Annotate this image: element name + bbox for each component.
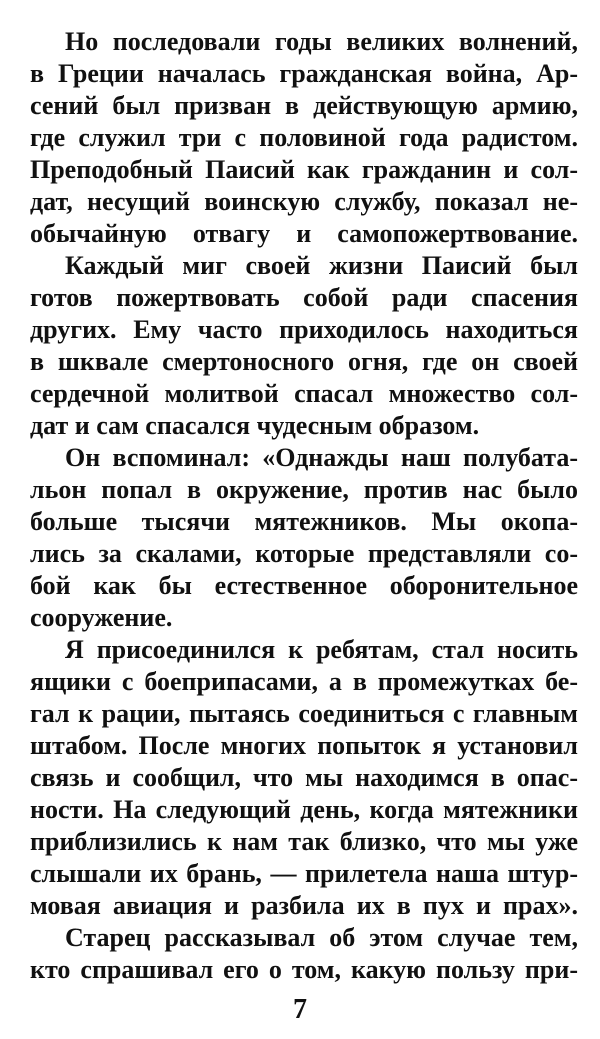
text-line: сердечной молитвой спасал множество сол- xyxy=(30,379,578,408)
text-line: кто спрашивал его о том, какую пользу при- xyxy=(30,955,578,984)
text-line: дат и сам спасался чудесным образом. xyxy=(30,411,480,440)
text-line: больше тысячи мятежников. Мы окопа- xyxy=(30,507,578,536)
text-line: в Греции началась гражданская война, Ар- xyxy=(30,59,578,88)
text-line: готов пожертвовать собой ради спасения xyxy=(30,283,578,312)
text-line: штабом. После многих попыток я установил xyxy=(30,731,578,760)
text-line: приблизились к нам так близко, что мы уже xyxy=(30,827,578,856)
text-line: дат, несущий воинскую службу, показал не- xyxy=(30,187,578,216)
paragraph xyxy=(30,26,578,250)
page-number: 7 xyxy=(293,994,307,1025)
text-line: Преподобный Паисий как гражданин и сол- xyxy=(30,155,578,184)
text-line: сений был призван в действующую армию, xyxy=(30,91,578,120)
text-line: бой как бы естественное оборонительное xyxy=(30,571,578,600)
text-line: сооружение. xyxy=(30,603,173,632)
text-line: Старец рассказывал об этом случае тем, xyxy=(65,923,578,952)
text-line: ящики с боеприпасами, а в промежутках бе- xyxy=(30,667,578,696)
paragraph xyxy=(30,922,578,986)
paragraph xyxy=(30,634,578,922)
text-line: лись за скалами, которые представляли со- xyxy=(30,539,578,568)
text-line: других. Ему часто приходилось находиться xyxy=(30,315,578,344)
text-line: где служил три с половиной года радистом. xyxy=(30,123,578,152)
paragraph xyxy=(30,442,578,634)
text-line: обычайную отвагу и самопожертвование. xyxy=(30,219,578,248)
text-line: мовая авиация и разбила их в пух и прах». xyxy=(30,891,578,920)
text-line: гал к рации, пытаясь соединиться с главным xyxy=(30,699,578,728)
page-body xyxy=(30,26,578,986)
text-line: ности. На следующий день, когда мятежники xyxy=(30,795,578,824)
text-line: Но последовали годы великих волнений, xyxy=(65,27,578,56)
text-line: в шквале смертоносного огня, где он своей xyxy=(30,347,578,376)
text-line: Я присоединился к ребятам, стал носить xyxy=(65,635,578,664)
text-line: связь и сообщил, что мы находимся в опас- xyxy=(30,763,578,792)
text-line: Каждый миг своей жизни Паисий был xyxy=(65,251,578,280)
text-line: Он вспоминал: «Однажды наш полубата- xyxy=(65,443,578,472)
paragraph xyxy=(30,250,578,442)
text-line: льон попал в окружение, против нас было xyxy=(30,475,578,504)
text-line: слышали их брань, — прилетела наша штур- xyxy=(30,859,578,888)
